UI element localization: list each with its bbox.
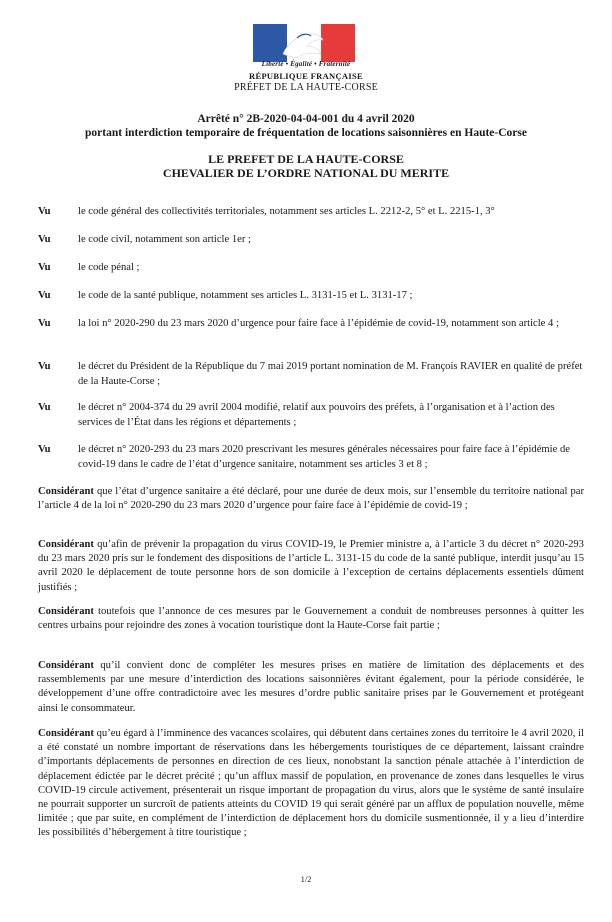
vu-text: le décret n° 2020-293 du 23 mars 2020 prescrivant les mesures générales nécessaires pour faire face à l’épidémie de covid-19 dans le cadre de l’état d’urgence sanitaire, notamment ses articles 3 et 8 ; xyxy=(78,444,570,470)
vu-label: Vu xyxy=(38,402,51,413)
vu-label: Vu xyxy=(38,361,51,372)
arrete-subtitle: portant interdiction temporaire de fréquentation de locations saisonnières en Haute-Corse xyxy=(85,127,527,139)
vu-label: Vu xyxy=(38,262,51,273)
vu-item xyxy=(38,401,586,430)
prefet-header: PRÉFET DE LA HAUTE-CORSE xyxy=(234,82,378,93)
vu-text: le décret du Président de la République du 7 mai 2019 portant nomination de M. François RAVIER en qualité de préfet de la Haute-Corse ; xyxy=(78,361,583,387)
vu-label: Vu xyxy=(38,234,51,245)
marianne-logo xyxy=(253,24,355,62)
considerant-label: Considérant xyxy=(38,606,94,617)
vu-item xyxy=(38,233,586,248)
vu-item xyxy=(38,261,586,276)
arrete-title: Arrêté n° 2B-2020-04-04-001 du 4 avril 2020 xyxy=(197,113,415,125)
vu-text: le code civil, notamment son article 1er ; xyxy=(78,234,251,245)
considerant-text: toutefois que l’annonce de ces mesures par le Gouvernement a conduit de nombreuses personnes à quitter les centres urbains pour rejoindre des zones à vocation touristique dont la Haute-Corse fait partie ; xyxy=(38,606,584,632)
vu-label: Vu xyxy=(38,444,51,455)
considerant-label: Considérant xyxy=(38,539,94,550)
considerant-text: qu’il convient donc de compléter les mesures prises en matière de limitation des déplacements et des rassemblements par une mesure d’interdiction des locations saisonnières évitant également, pour la période considérée, le développement d’une offre contradictoire avec les mesures d’ordre public sanitaire prises par le Gouvernement et protégeant ainsi le consommateur. xyxy=(38,660,584,714)
vu-text: la loi n° 2020-290 du 23 mars 2020 d’urgence pour faire face à l’épidémie de covid-19, notamment son article 4 ; xyxy=(78,318,559,329)
motto: Liberté • Égalité • Fraternité xyxy=(261,60,351,68)
vu-text: le code pénal ; xyxy=(78,262,140,273)
republique-francaise: RÉPUBLIQUE FRANÇAISE xyxy=(249,71,363,81)
vu-label: Vu xyxy=(38,290,51,301)
vu-label: Vu xyxy=(38,318,51,329)
considerant-paragraph xyxy=(38,659,584,716)
vu-item xyxy=(38,317,586,332)
considerant-paragraph xyxy=(38,485,584,513)
considerant-text: qu’afin de prévenir la propagation du virus COVID-19, le Premier ministre a, à l’article 3 du décret n° 2020-293 du 23 mars 2020 pris sur le fondement des dispositions de l’article L. 3131-15 du code de la santé publique, interdit jusqu’au 15 avril 2020 le déplacement de toute personne hors de son domicile à l’exception de certains déplacements essentiels dûment justifiés ; xyxy=(38,539,584,593)
considerant-text: que l’état d’urgence sanitaire a été déclaré, pour une durée de deux mois, sur l’ensemble du territoire national par l’article 4 de la loi n° 2020-290 du 23 mars 2020 d’urgence pour faire face à l’épidémie de covid-19 ; xyxy=(38,486,584,512)
authority-order: CHEVALIER DE L’ORDRE NATIONAL DU MERITE xyxy=(162,166,450,180)
flag-red-band xyxy=(321,24,355,62)
considerant-label: Considérant xyxy=(38,486,94,497)
considerant-label: Considérant xyxy=(38,660,94,671)
considerant-label: Considérant xyxy=(38,728,94,739)
considerant-text: qu’eu égard à l’imminence des vacances scolaires, qui débutent dans certaines zones du territoire le 4 avril 2020, il a été constaté un nombre important de réservations dans les hébergements touristiques de ce département, laissant craindre d’importants déplacements de personnes en direction de ces lieux, nonobstant la sanction pénale attachée à l’interdiction de déplacement édictée par le décret précité ; qu’un afflux massif de population, en provenance de zones dans lesquelles le virus COVID-19 circule activement, présenterait un risque important de propagation du virus, alors que le système de santé insulaire ne pourrait supporter un surcroît de patients atteints du COVID 19 qui serait généré par un afflux de population nouvelle, même limitée ; que par suite, en complément de l’interdiction de déplacement hors du domicile susmentionnée, il y a lieu d’interdire les possibilités d’hébergement à titre touristique ; xyxy=(38,728,584,839)
vu-item xyxy=(38,289,586,304)
page-number: 1/2 xyxy=(300,874,312,884)
considerant-paragraph xyxy=(38,727,584,841)
flag-blue-band xyxy=(253,24,287,62)
vu-item xyxy=(38,443,586,472)
vu-text: le code de la santé publique, notamment ses articles L. 3131-15 et L. 3131-17 ; xyxy=(78,290,413,301)
vu-label: Vu xyxy=(38,206,51,217)
vu-text: le décret n° 2004-374 du 29 avril 2004 modifié, relatif aux pouvoirs des préfets, à l’organisation et à l’action des services de l’État dans les régions et départements ; xyxy=(78,402,555,428)
considerant-paragraph xyxy=(38,538,584,595)
authority-title: LE PREFET DE LA HAUTE-CORSE xyxy=(208,152,404,166)
vu-text: le code général des collectivités territoriales, notamment ses articles L. 2212-2, 5° et L. 2215-1, 3° xyxy=(78,206,495,217)
considerant-paragraph xyxy=(38,605,584,633)
vu-item xyxy=(38,205,586,220)
vu-item xyxy=(38,360,586,389)
